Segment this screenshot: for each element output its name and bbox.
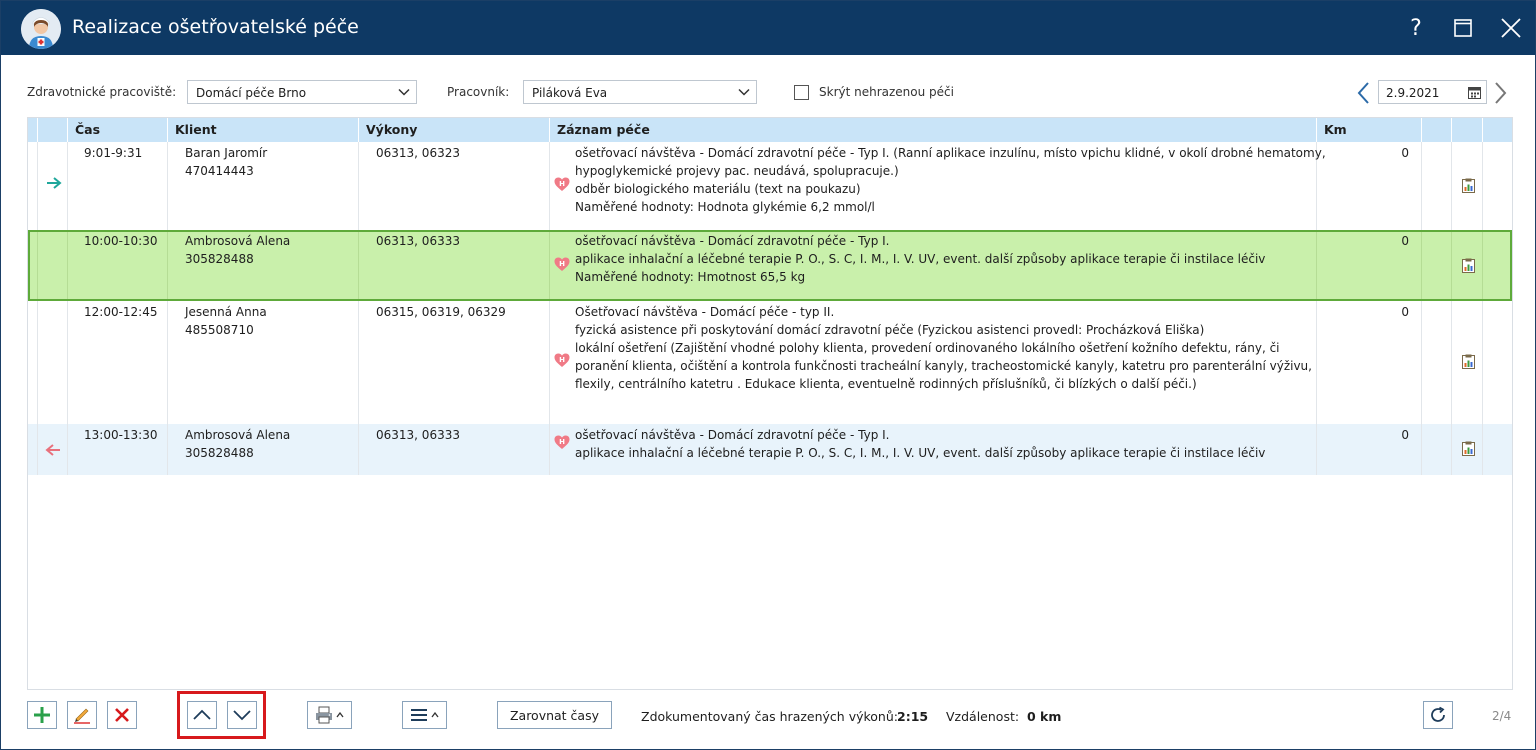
delete-x-icon (114, 707, 130, 723)
maximize-button[interactable] (1448, 13, 1478, 43)
delete-button[interactable] (107, 701, 137, 729)
health-heart-icon (554, 257, 570, 272)
close-icon (1501, 18, 1521, 38)
care-record-line: Ošetřovací návštěva - Domácí péče - typ II. (575, 305, 835, 319)
header-care-record[interactable]: Záznam péče (550, 118, 1317, 142)
procedure-codes: 06313, 06323 (376, 146, 460, 160)
direction-cell (38, 301, 68, 424)
title-bar (1, 1, 1535, 55)
care-record-line: ošetřovací návštěva - Domácí zdravotní péče - Typ I. (575, 234, 890, 248)
table-row[interactable] (28, 424, 1512, 475)
km-cell: 0 (1401, 305, 1409, 319)
table-header (28, 118, 1512, 142)
km-cell: 0 (1401, 146, 1409, 160)
svg-text:H: H (559, 260, 565, 268)
direction-cell (38, 424, 68, 475)
care-record-line: hypoglykemické projevy pac. neudává, spolupracuje.) (575, 164, 899, 178)
facility-select[interactable] (187, 80, 417, 104)
care-record-line: Naměřené hodnoty: Hmotnost 65,5 kg (575, 270, 806, 284)
health-heart-icon (554, 177, 570, 192)
hide-unpaid-label: Skrýt nehrazenou péči (819, 85, 954, 99)
care-record-line: flexily, centrálního katetru . Edukace klienta, eventuelně rodinných příslušníků, či blízkých o další péči.) (575, 377, 1197, 391)
procedure-codes: 06315, 06319, 06329 (376, 305, 506, 319)
clipboard-chart-icon[interactable] (1462, 178, 1475, 193)
printer-icon (315, 706, 333, 724)
svg-text:H: H (559, 180, 565, 188)
prev-day-button[interactable] (1355, 81, 1373, 105)
header-procedures[interactable]: Výkony (359, 118, 550, 142)
care-record-line: Naměřené hodnoty: Hodnota glykémie 6,2 mmol/l (575, 200, 875, 214)
help-button[interactable] (1401, 13, 1431, 43)
help-icon: ? (1410, 15, 1422, 41)
maximize-icon (1454, 19, 1472, 37)
arrow-left-icon (45, 444, 61, 456)
window-title: Realizace ošetřovatelské péče (72, 16, 359, 38)
svg-text:H: H (559, 438, 565, 446)
print-button[interactable] (307, 701, 352, 729)
time-cell: 10:00-10:30 (84, 234, 158, 248)
chevron-right-icon (1491, 81, 1509, 105)
add-button[interactable] (27, 701, 57, 729)
edit-button[interactable] (67, 701, 97, 729)
care-record-line: poranění klienta, očištění a kontrola funkčnosti tracheální kanyly, tracheostomické kanyly, katetru pro parenterální výživu, (575, 359, 1312, 373)
worker-value: Piláková Eva (532, 86, 608, 100)
svg-text:H: H (559, 356, 565, 364)
procedure-codes: 06313, 06333 (376, 428, 460, 442)
move-up-button[interactable] (187, 701, 217, 729)
documented-time-label: Zdokumentovaný čas hrazených výkonů: (641, 709, 898, 724)
client-id: 305828488 (185, 446, 254, 460)
client-name: Jesenná Anna (185, 305, 267, 319)
hide-unpaid-checkbox[interactable] (794, 85, 809, 100)
clipboard-chart-icon[interactable] (1462, 354, 1475, 369)
next-day-button[interactable] (1491, 81, 1509, 105)
bottom-toolbar (1, 691, 1535, 749)
km-cell: 0 (1401, 428, 1409, 442)
table-row[interactable] (28, 142, 1512, 230)
header-km[interactable]: Km (1317, 118, 1422, 142)
pencil-icon (72, 706, 92, 724)
chevron-down-icon (398, 86, 410, 98)
procedure-codes: 06313, 06333 (376, 234, 460, 248)
header-client[interactable]: Klient (168, 118, 359, 142)
header-extra-2 (1452, 118, 1483, 142)
caret-up-icon (336, 712, 344, 718)
documented-time-value: 2:15 (897, 709, 929, 724)
align-times-button[interactable]: Zarovnat časy (497, 701, 612, 729)
care-record-line: lokální ošetření (Zajištění vhodné polohy klienta, provedení ordinovaného lokálního ošetření kožního defektu, rány, či (575, 341, 1280, 355)
chevron-up-icon (193, 709, 211, 721)
table-row[interactable] (28, 301, 1512, 424)
client-name: Ambrosová Alena (185, 234, 291, 248)
client-id: 485508710 (185, 323, 254, 337)
km-cell: 0 (1401, 234, 1409, 248)
client-id: 470414443 (185, 164, 254, 178)
health-heart-icon (554, 353, 570, 368)
direction-cell (38, 142, 68, 230)
refresh-button[interactable] (1423, 701, 1453, 729)
date-picker[interactable] (1378, 80, 1487, 104)
chevron-down-icon (738, 86, 750, 98)
time-cell: 9:01-9:31 (84, 146, 143, 160)
worker-select[interactable] (523, 80, 757, 104)
close-button[interactable] (1496, 13, 1526, 43)
plus-icon (33, 706, 51, 724)
page-indicator: 2/4 (1492, 709, 1512, 723)
menu-button[interactable] (402, 701, 447, 729)
care-record-line: ošetřovací návštěva - Domácí zdravotní péče - Typ I. (575, 428, 890, 442)
caret-up-icon (431, 712, 439, 718)
worker-label: Pracovník: (447, 85, 510, 99)
care-record-line: odběr biologického materiálu (text na poukazu) (575, 182, 861, 196)
chevron-left-icon (1355, 81, 1373, 105)
client-name: Ambrosová Alena (185, 428, 291, 442)
move-down-button[interactable] (227, 701, 257, 729)
distance-value: 0 km (1027, 709, 1062, 724)
calendar-icon[interactable] (1468, 86, 1481, 99)
facility-label: Zdravotnické pracoviště: (27, 85, 177, 99)
header-time[interactable]: Čas (68, 118, 168, 142)
clipboard-chart-icon[interactable] (1462, 441, 1475, 456)
clipboard-chart-icon[interactable] (1462, 258, 1475, 273)
filter-bar (1, 55, 1535, 115)
distance-label: Vzdálenost: (946, 709, 1020, 724)
care-record-line: aplikace inhalační a léčebné terapie P. O., S. C, I. M., I. V. UV, event. další způsoby aplikace terapie či instilace léčiv (575, 252, 1266, 266)
date-value: 2.9.2021 (1386, 86, 1440, 100)
time-cell: 12:00-12:45 (84, 305, 158, 319)
care-records-table (27, 117, 1513, 690)
header-direction (38, 118, 68, 142)
arrow-right-icon (46, 177, 62, 189)
refresh-icon (1429, 706, 1447, 724)
client-id: 305828488 (185, 252, 254, 266)
table-row-selected[interactable] (28, 230, 1512, 301)
menu-icon (410, 708, 428, 722)
client-name: Baran Jaromír (185, 146, 268, 160)
care-record-line: aplikace inhalační a léčebné terapie P. O., S. C, I. M., I. V. UV, event. další způsoby aplikace terapie či instilace léčiv (575, 446, 1266, 460)
chevron-down-icon (233, 709, 251, 721)
header-indicator (28, 118, 38, 142)
direction-cell (38, 232, 68, 299)
nurse-icon (21, 9, 61, 49)
health-heart-icon (554, 435, 570, 450)
care-record-line: fyzická asistence při poskytování domácí zdravotní péče (Fyzickou asistenci provedl: Procházková Eliška) (575, 323, 1205, 337)
facility-value: Domácí péče Brno (196, 86, 307, 100)
care-record-line: ošetřovací návštěva - Domácí zdravotní péče - Typ I. (Ranní aplikace inzulínu, místo vpichu klidné, v okolí drobné hematomy, (575, 146, 1326, 160)
time-cell: 13:00-13:30 (84, 428, 158, 442)
header-extra-1 (1422, 118, 1452, 142)
